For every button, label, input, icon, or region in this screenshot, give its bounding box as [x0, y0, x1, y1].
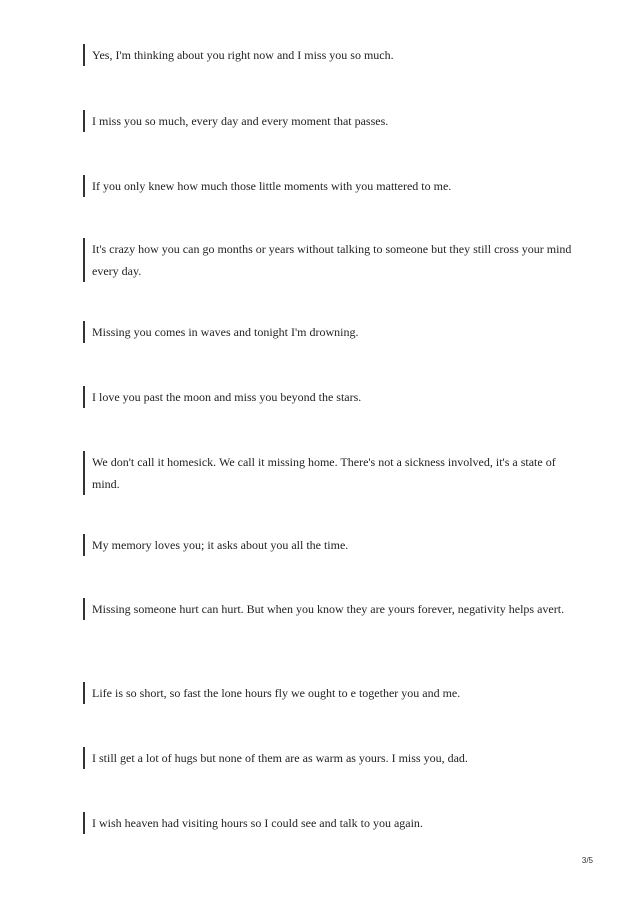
- quote-8: My memory loves you; it asks about you all the time.: [83, 534, 573, 556]
- quote-12: I wish heaven had visiting hours so I could see and talk to you again.: [83, 812, 573, 834]
- quote-5: Missing you comes in waves and tonight I'm drowning.: [83, 321, 573, 343]
- page-number: 3/5: [581, 856, 593, 865]
- quote-10: Life is so short, so fast the lone hours fly we ought to e together you and me.: [83, 682, 573, 704]
- quote-2: I miss you so much, every day and every moment that passes.: [83, 110, 573, 132]
- quote-9: Missing someone hurt can hurt. But when you know they are yours forever, negativity helps avert.: [83, 598, 573, 620]
- quote-6: I love you past the moon and miss you beyond the stars.: [83, 386, 573, 408]
- quote-3: If you only knew how much those little moments with you mattered to me.: [83, 175, 573, 197]
- quote-4: It's crazy how you can go months or years without talking to someone but they still cross your mind every day.: [83, 238, 573, 282]
- quote-1: Yes, I'm thinking about you right now and I miss you so much.: [83, 44, 573, 66]
- quote-11: I still get a lot of hugs but none of them are as warm as yours. I miss you, dad.: [83, 747, 573, 769]
- quote-7: We don't call it homesick. We call it missing home. There's not a sickness involved, it's a state of mind.: [83, 451, 573, 495]
